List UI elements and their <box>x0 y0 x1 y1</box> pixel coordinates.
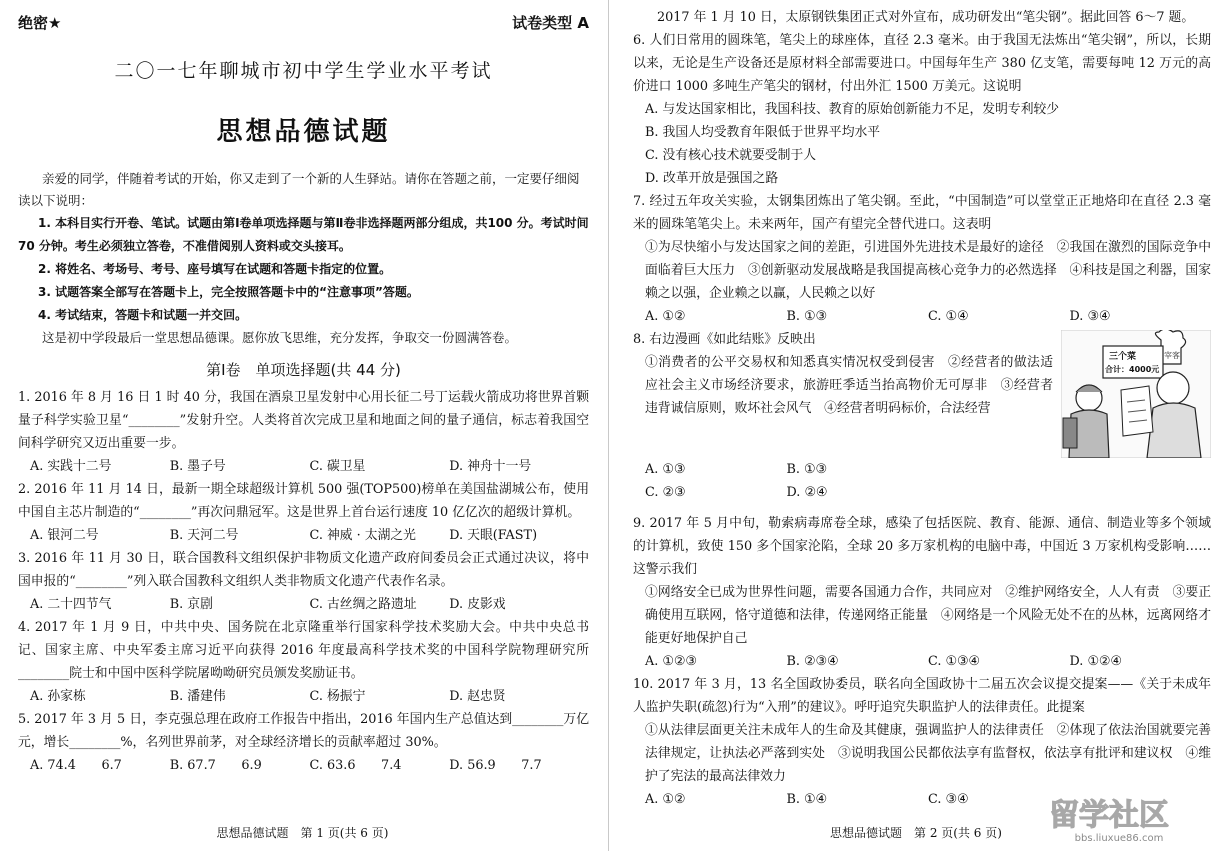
header-bar <box>18 12 589 36</box>
question-1 <box>18 386 589 478</box>
question-stem: 1. 2016 年 8 月 16 日 1 时 40 分，我国在酒泉卫星发射中心用长征二号丁运载火箭成功将世界首颗量子科学实验卫星“________”发射升空。人类将首次完成卫星和地面之间的量子通信，标志着我国空间科学研究又迈出重要一步。 <box>18 390 589 451</box>
question-9 <box>633 512 1211 673</box>
option-d: D. 56.9 7.7 <box>449 758 542 773</box>
question-options <box>18 455 589 478</box>
page-1 <box>0 0 605 851</box>
watermark-text: 留学社区 <box>1049 798 1169 833</box>
site-watermark-logo <box>1009 793 1209 845</box>
page-footer: 思想品德试题 第 1 页(共 6 页) <box>216 826 389 840</box>
question-statements: ①为尽快缩小与发达国家之间的差距，引进国外先进技术是最好的途径 ②我国在激烈的国际竞争中面临着巨大压力 ③创新驱动发展战略是我国提高核心竞争力的必然选择 ④科技是国之利器，国家赖之以强，企业赖之以赢，人民赖之以好 <box>645 240 1211 301</box>
intro-paragraph: 亲爱的同学，伴随着考试的开始，你又走到了一个新的人生驿站。请你在答题之前，一定要仔细阅读以下说明： <box>18 171 580 208</box>
question-6 <box>633 29 1211 190</box>
option-a: A. 孙家栋 <box>30 689 86 704</box>
option-a: A. 实践十二号 <box>30 459 112 474</box>
option-a: A. ①② <box>645 792 686 807</box>
option-a: A. 二十四节气 <box>30 597 112 612</box>
option-c: C. 杨振宁 <box>309 689 366 704</box>
option-b: B. 天河二号 <box>169 528 239 543</box>
instruction-item: 1. 本科目实行开卷、笔试。试题由第Ⅰ卷单项选择题与第Ⅱ卷非选择题两部分组成，共100 分。考试时间 70 分钟。考生必须独立答卷，不准借阅别人资料或交头接耳。 <box>18 216 589 253</box>
question-stem: 4. 2017 年 1 月 9 日，中共中央、国务院在北京隆重举行国家科学技术奖励大会。中共中央总书记、国家主席、中央军委主席习近平向获得 2016 年度最高科学技术奖的中国科学院物理研究所________院士和中国中医科学院屠呦呦研究员颁发奖励证书。 <box>18 620 589 681</box>
option-b: B. 潘建伟 <box>169 689 226 704</box>
option-c: C. ②③ <box>645 485 686 500</box>
question-stem: 3. 2016 年 11 月 30 日，联合国教科文组织保护非物质文化遗产政府间委员会正式通过决议，将中国申报的“________”列入联合国教科文组织人类非物质文化遗产代表作名录。 <box>18 551 589 589</box>
page-2 <box>613 0 1219 851</box>
option-d: D. 赵忠贤 <box>449 689 506 704</box>
option-b: B. 我国人均受教育年限低于世界平均水平 <box>645 125 881 140</box>
option-b: B. 京剧 <box>169 597 213 612</box>
reading-lead <box>633 6 1211 29</box>
paper-type-label: 试卷类型 A <box>512 14 589 32</box>
question-options <box>18 593 589 616</box>
instruction-item: 2. 将姓名、考场号、考号、座号填写在试题和答题卡指定的位置。 <box>38 262 392 276</box>
question-options <box>633 458 1211 481</box>
question-options <box>18 754 589 777</box>
question-statements: ①消费者的公平交易权和知悉真实情况权受到侵害 ②经营者的做法适应社会主义市场经济要求，旅游旺季适当抬高物价无可厚非 ③经营者违背诚信原则，败坏社会风气 ④经营者明码标价，合法经营 <box>645 355 1053 416</box>
option-b: B. ①③ <box>786 309 827 324</box>
page-divider <box>608 0 609 851</box>
question-stem: 6. 人们日常用的圆珠笔，笔尖上的球座体，直径 2.3 毫米。由于我国无法炼出“笔尖钢”，所以，长期以来，无论是生产设备还是原材料全部需要进口。中国每年生产 380 亿支笔，需要每吨 12 万元的高价进口 1000 多吨生产笔尖的钢材，付出外汇 1500 万美元。这说明 <box>633 33 1211 94</box>
question-8 <box>633 328 1211 504</box>
question-10 <box>633 673 1211 811</box>
hat-text: 宰客 <box>1164 351 1180 360</box>
option-a: A. ①② <box>645 309 686 324</box>
option-b: B. 67.7 6.9 <box>169 758 262 773</box>
question-options <box>18 685 589 708</box>
option-c: C. 没有核心技术就要受制于人 <box>645 148 817 163</box>
option-d: D. ③④ <box>1069 309 1111 324</box>
option-c: C. 古丝绸之路遗址 <box>309 597 417 612</box>
question-stem: 2. 2016 年 11 月 14 日，最新一期全球超级计算机 500 强(TOP500)榜单在美国盐湖城公布，使用中国自主芯片制造的“________”再次问鼎冠军。这是世界上首台运行速度 10 亿亿次的超级计算机。 <box>18 482 589 520</box>
question-stem: 8. 右边漫画《如此结账》反映出 <box>633 332 816 347</box>
question-options <box>18 524 589 547</box>
option-c: C. ①④ <box>928 309 969 324</box>
question-options-2 <box>633 481 1211 504</box>
option-d: D. ②④ <box>786 485 828 500</box>
question-stem: 10. 2017 年 3 月，13 名全国政协委员，联名向全国政协十二届五次会议提交提案——《关于未成年人监护失职(疏忽)行为“入刑”的建议》。呼吁追究失职监护人的法律责任。此提案 <box>633 677 1211 715</box>
question-4 <box>18 616 589 708</box>
lead-text: 2017 年 1 月 10 日，太原钢铁集团正式对外宣布，成功研发出“笔尖钢”。据此回答 6～7 题。 <box>657 10 1195 25</box>
question-stem: 7. 经过五年攻关实验，太钢集团炼出了笔尖钢。至此，“中国制造”可以堂堂正正地烙印在直径 2.3 毫米的圆珠笔笔尖上。未来两年，国产有望完全替代进口。这表明 <box>633 194 1211 232</box>
option-c: C. 神威 · 太湖之光 <box>309 528 416 543</box>
option-d: D. 皮影戏 <box>449 597 506 612</box>
question-options <box>633 305 1211 328</box>
cartoon-caption-2: 合计：4000元 <box>1105 365 1160 374</box>
question-5 <box>18 708 589 777</box>
closing-remark: 这是初中学段最后一堂思想品德课。愿你放飞思维，充分发挥，争取交一份圆满答卷。 <box>42 330 518 345</box>
option-a: A. ①②③ <box>645 654 697 669</box>
instructions <box>18 212 589 327</box>
option-b: B. ①④ <box>786 792 827 807</box>
instruction-item: 4. 考试结束，答题卡和试题一并交回。 <box>38 308 248 322</box>
question-8-body <box>633 328 1211 458</box>
option-d: D. 天眼(FAST) <box>449 528 538 543</box>
cartoon-illustration <box>1061 330 1211 458</box>
option-d: D. 神舟十一号 <box>449 459 532 474</box>
exam-title: 二〇一七年聊城市初中学生学业水平考试 <box>114 60 493 82</box>
option-d: D. ①②④ <box>1069 654 1122 669</box>
question-options <box>633 98 1211 190</box>
question-7 <box>633 190 1211 328</box>
page-footer: 思想品德试题 第 2 页(共 6 页) <box>830 826 1002 840</box>
option-c: C. ①③④ <box>928 654 980 669</box>
option-c: C. ③④ <box>928 792 969 807</box>
question-8-text <box>633 328 1053 458</box>
question-3 <box>18 547 589 616</box>
question-statements: ①网络安全已成为世界性问题，需要各国通力合作，共同应对 ②维护网络安全，人人有责 ③要正确使用互联网，恪守道德和法律，传递网络正能量 ④网络是一个风险无处不在的丛林，远离网络才能更好地保护自己 <box>645 585 1211 646</box>
question-options <box>633 650 1211 673</box>
option-a: A. 银河二号 <box>30 528 99 543</box>
option-b: B. ①③ <box>786 462 827 477</box>
option-b: B. 墨子号 <box>169 459 226 474</box>
instruction-item: 3. 试题答案全部写在答题卡上，完全按照答题卡中的“注意事项”答题。 <box>38 285 419 299</box>
cartoon-caption-1: 三个菜 <box>1109 352 1137 362</box>
question-2 <box>18 478 589 547</box>
secret-label: 绝密★ <box>18 14 62 32</box>
option-a: A. 与发达国家相比，我国科技、教育的原始创新能力不足，发明专利较少 <box>645 102 1060 117</box>
option-b: B. ②③④ <box>786 654 839 669</box>
section-title: 第Ⅰ卷 单项选择题(共 44 分) <box>206 361 401 379</box>
option-d: D. 改革开放是强国之路 <box>645 171 779 186</box>
subject-title: 思想品德试题 <box>216 117 391 147</box>
question-stem: 5. 2017 年 3 月 5 日，李克强总理在政府工作报告中指出，2016 年国内生产总值达到________万亿元，增长________%，名列世界前茅，对全球经济增长的贡献率超过 30%。 <box>18 712 589 750</box>
question-stem: 9. 2017 年 5 月中旬，勒索病毒席卷全球，感染了包括医院、教育、能源、通信、制造业等多个领域的计算机，致使 150 多个国家沦陷，全球 20 多万家机构的电脑中毒，中国近 3 万家机构受影响……这警示我们 <box>633 516 1211 577</box>
option-c: C. 碳卫星 <box>309 459 366 474</box>
watermark-url: bbs.liuxue86.com <box>1074 833 1164 844</box>
option-a: A. ①③ <box>645 462 686 477</box>
question-statements: ①从法律层面更关注未成年人的生命及其健康，强调监护人的法律责任 ②体现了依法治国就要完善法律规定，让执法必严落到实处 ③说明我国公民都依法享有监督权，依法享有批评和建议权 ④维护了宪法的最高法律效力 <box>645 723 1211 784</box>
option-c: C. 63.6 7.4 <box>309 758 402 773</box>
option-a: A. 74.4 6.7 <box>30 758 122 773</box>
